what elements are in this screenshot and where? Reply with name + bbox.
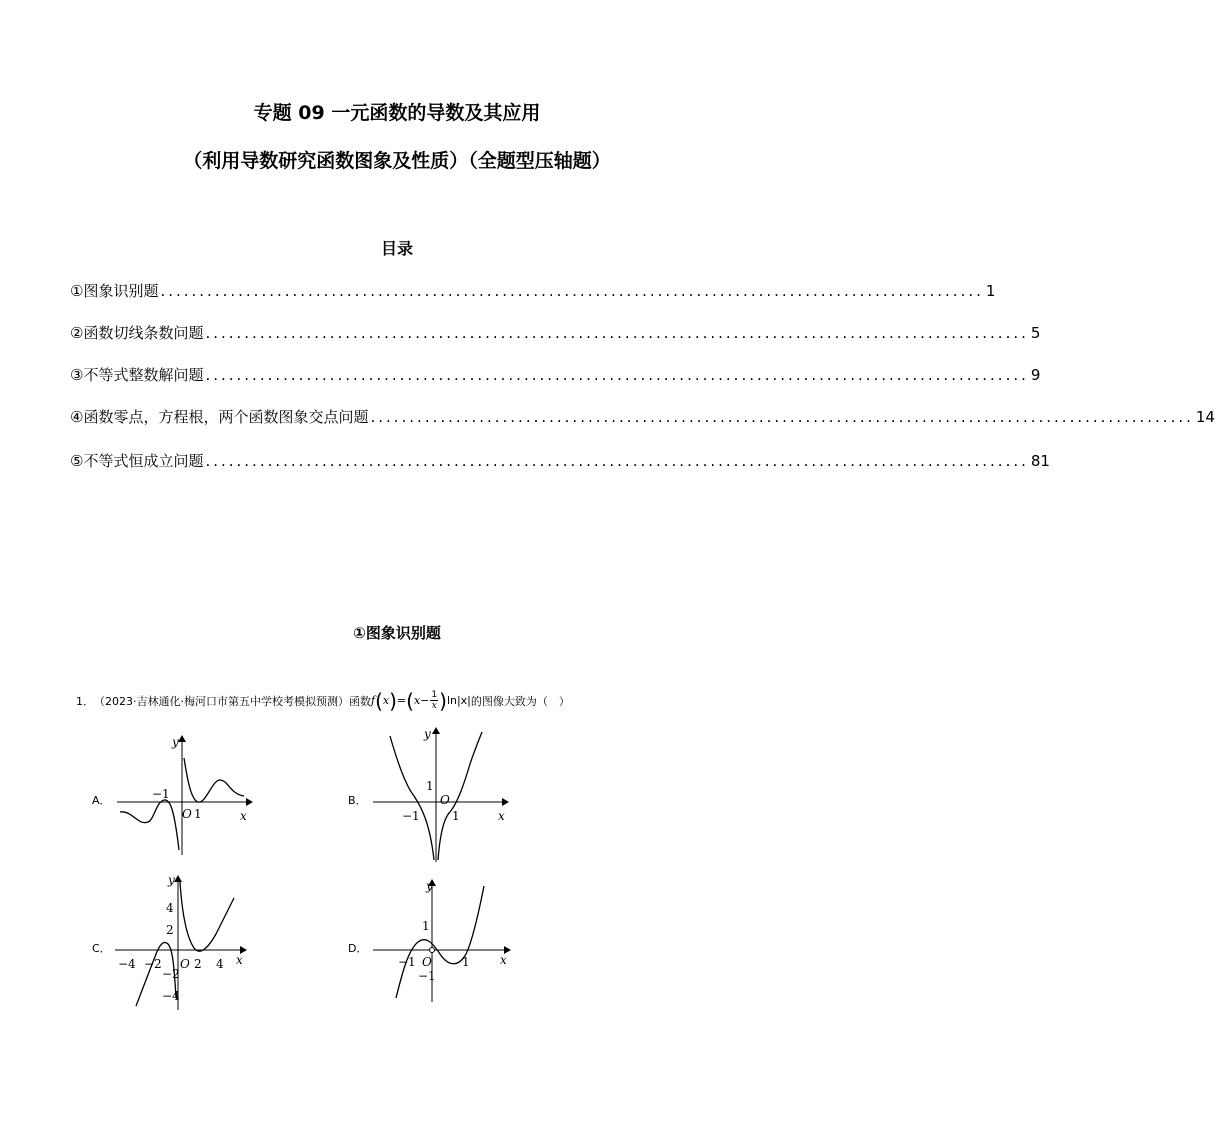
toc-leader: .......................................................................................................... — [370, 408, 1194, 426]
x-axis-label: x — [236, 953, 243, 967]
tick-label: −1 — [402, 809, 420, 823]
origin-label: O — [182, 807, 192, 821]
option-b-label[interactable]: B． — [348, 794, 367, 807]
option-a-graph[interactable] — [112, 730, 262, 860]
minus-sign: − — [420, 694, 430, 707]
tick-label: 1 — [194, 807, 202, 821]
y-axis-label: y — [172, 735, 179, 749]
curve — [180, 882, 234, 951]
tick-label: −1 — [398, 955, 416, 969]
question-suffix: 的图像大致为（ ） — [470, 694, 570, 708]
toc-item[interactable] — [70, 322, 1041, 343]
tick-label: 4 — [166, 901, 174, 915]
toc-item[interactable] — [70, 364, 1041, 385]
tick-label: 2 — [194, 957, 202, 971]
y-axis-label: y — [168, 873, 175, 887]
toc-item-label: ①图象识别题 — [70, 282, 159, 300]
paren-close: ) — [439, 688, 447, 713]
curve — [120, 800, 179, 850]
question-source: （2023·吉林通化·梅河口市第五中学校考模拟预测）函数 — [94, 694, 371, 708]
toc-item-page: 1 — [985, 282, 996, 300]
y-axis-label: y — [426, 879, 433, 893]
tick-label: −2 — [144, 957, 162, 971]
tick-label: 1 — [426, 779, 434, 793]
option-d-label[interactable]: D． — [348, 942, 368, 955]
paren-close: ) — [389, 688, 397, 713]
toc-leader: .......................................................................................................... — [160, 282, 984, 300]
toc-item-label: ③不等式整数解问题 — [70, 366, 204, 384]
tick-label: 4 — [216, 957, 224, 971]
origin-label: O — [180, 957, 190, 971]
tick-label: −4 — [162, 989, 180, 1003]
var-x: x — [413, 694, 421, 707]
doc-title: 专题 09 一元函数的导数及其应用 — [253, 102, 541, 124]
tick-label: −1 — [152, 787, 170, 801]
x-axis-label: x — [498, 809, 505, 823]
toc-item-page: 5 — [1030, 324, 1041, 342]
paren-open: ( — [406, 688, 414, 713]
curve — [184, 758, 244, 802]
toc-heading: 目录 — [380, 239, 413, 258]
toc-item-label: ④函数零点，方程根，两个函数图象交点问题 — [70, 408, 369, 426]
doc-subtitle: （利用导数研究函数图象及性质）（全题型压轴题） — [183, 150, 611, 172]
toc-item-page: 9 — [1030, 366, 1041, 384]
origin-label: O — [422, 955, 432, 969]
toc-item-label: ⑤不等式恒成立问题 — [70, 452, 204, 470]
y-axis-label: y — [424, 727, 431, 741]
option-a-label[interactable]: A． — [92, 794, 111, 807]
option-c-label[interactable]: C． — [92, 942, 111, 955]
toc-item-label: ②函数切线条数问题 — [70, 324, 204, 342]
option-c-graph[interactable] — [112, 872, 252, 1012]
curve — [396, 886, 484, 998]
tick-label: −2 — [162, 967, 180, 981]
toc-leader: .......................................................................................................... — [205, 452, 1029, 470]
toc-item-page: 81 — [1030, 452, 1050, 470]
tick-label: 1 — [462, 955, 470, 969]
toc-leader: .......................................................................................................... — [205, 324, 1029, 342]
option-b-graph[interactable] — [370, 724, 515, 864]
tick-label: −4 — [118, 957, 136, 971]
option-d-graph[interactable] — [370, 876, 515, 1006]
question-number: 1． — [76, 694, 94, 708]
fraction — [430, 690, 438, 711]
x-axis-label: x — [500, 953, 507, 967]
curve — [390, 736, 434, 860]
x-axis-label: x — [240, 809, 247, 823]
fraction-numerator: 1 — [431, 690, 438, 700]
toc-item[interactable] — [70, 280, 996, 301]
tick-label: −1 — [418, 969, 436, 983]
func-arg: x — [382, 694, 390, 707]
origin-label: O — [440, 793, 450, 807]
toc-item[interactable] — [70, 406, 1215, 427]
equals-sign: = — [396, 694, 407, 707]
question-stem — [76, 690, 570, 711]
section-heading: ①图象识别题 — [353, 624, 441, 642]
tick-label: 1 — [422, 919, 430, 933]
func-name: f — [371, 694, 376, 707]
open-point — [430, 948, 435, 953]
toc-item-page: 14 — [1195, 408, 1215, 426]
tick-label: 2 — [166, 923, 174, 937]
ln-part: ln|x| — [446, 694, 471, 707]
toc-item[interactable] — [70, 450, 1050, 471]
toc-leader: .......................................................................................................... — [205, 366, 1029, 384]
paren-open: ( — [375, 688, 383, 713]
tick-label: 1 — [452, 809, 460, 823]
fraction-denominator: x — [431, 701, 437, 711]
